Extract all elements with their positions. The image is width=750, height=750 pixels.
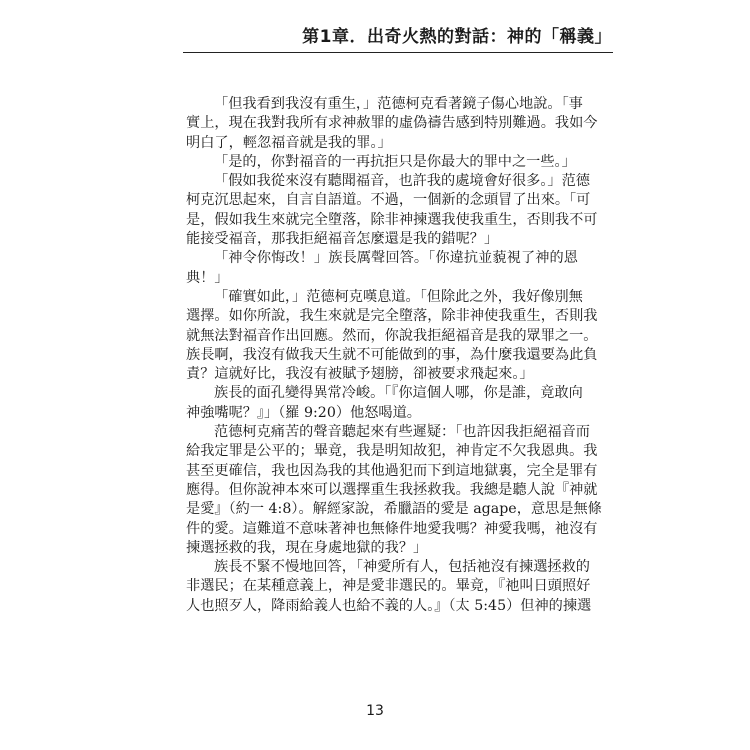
text-line: 柯克沉思起來，自言自語道。不過，一個新的念頭冒了出來。「可 [186, 192, 591, 209]
text-line: 件的愛。這難道不意味著神也無條件地愛我嗎？神愛我嗎，祂沒有 [186, 520, 598, 537]
text-line: 族長的面孔變得異常冷峻。「『你這個人哪，你是誰，竟敢向 [214, 385, 583, 402]
text-line: 給我定罪是公平的；畢竟，我是明知故犯，神肯定不欠我恩典。我 [186, 443, 598, 460]
text-line: 人也照歹人，降雨給義人也給不義的人。』（太 5:45）但神的揀選 [186, 597, 592, 614]
text-line: 「神令你悔改！」族長厲聲回答。「你違抗並藐視了神的恩 [214, 250, 578, 267]
text-line: 應得。但你說神本來可以選擇重生我拯救我。我總是聽人說『神就 [186, 481, 598, 498]
text-line: 選擇。如你所說，我生來就是完全墮落，除非神使我重生，否則我 [186, 308, 598, 325]
body-text [186, 95, 602, 616]
text-line: 是，假如我生來就完全墮落，除非神揀選我使我重生，否則我不可 [186, 211, 598, 228]
text-line: 就無法對福音作出回應。然而，你說我拒絕福音是我的眾罪之一。 [186, 327, 598, 344]
text-line: 揀選拯救的我，現在身處地獄的我？」 [186, 539, 428, 556]
page-number: 13 [366, 703, 384, 719]
text-line: 是愛』（約一 4:8）。解經家說，希臘語的愛是 agape，意思是無條 [186, 501, 602, 518]
text-line: 范德柯克痛苦的聲音聽起來有些遲疑：「也許因我拒絕福音而 [214, 424, 590, 441]
text-line: 責？這就好比，我沒有被賦予翅膀，卻被要求飛起來。」 [186, 366, 534, 383]
text-line: 神強嘴呢？』」（羅 9:20）他怒喝道。 [186, 404, 421, 421]
header-rule [183, 52, 613, 53]
text-line: 實上，現在我對我所有求神赦罪的虛偽禱告感到特別難過。我如今 [186, 115, 598, 132]
text-line: 族長啊，我沒有做我天生就不可能做到的事，為什麼我還要為此負 [186, 346, 598, 363]
text-line: 甚至更確信，我也因為我的其他過犯而下到這地獄裏，完全是罪有 [186, 462, 598, 479]
text-line: 「但我看到我沒有重生，」范德柯克看著鏡子傷心地說。「事 [214, 96, 583, 112]
chapter-title: 第1章．出奇火熱的對話：神的「稱義」 [302, 27, 612, 47]
text-line: 「假如我從來沒有聽聞福音，也許我的處境會好很多。」范德 [214, 173, 590, 190]
text-line: 典！」 [186, 269, 229, 286]
text-line: 「確實如此，」范德柯克嘆息道。「但除此之外，我好像別無 [214, 288, 583, 305]
text-line: 能接受福音，那我拒絕福音怎麼還是我的錯呢？」 [186, 231, 499, 248]
text-line: 非選民；在某種意義上，神是愛非選民的。畢竟，『祂叫日頭照好 [186, 578, 591, 595]
text-line: 「是的，你對福音的一再抗拒只是你最大的罪中之一些。」 [214, 153, 576, 170]
text-line: 明白了，輕忽福音就是我的罪。」 [186, 134, 392, 151]
text-line: 族長不緊不慢地回答，「神愛所有人，包括祂沒有揀選拯救的 [214, 559, 590, 576]
